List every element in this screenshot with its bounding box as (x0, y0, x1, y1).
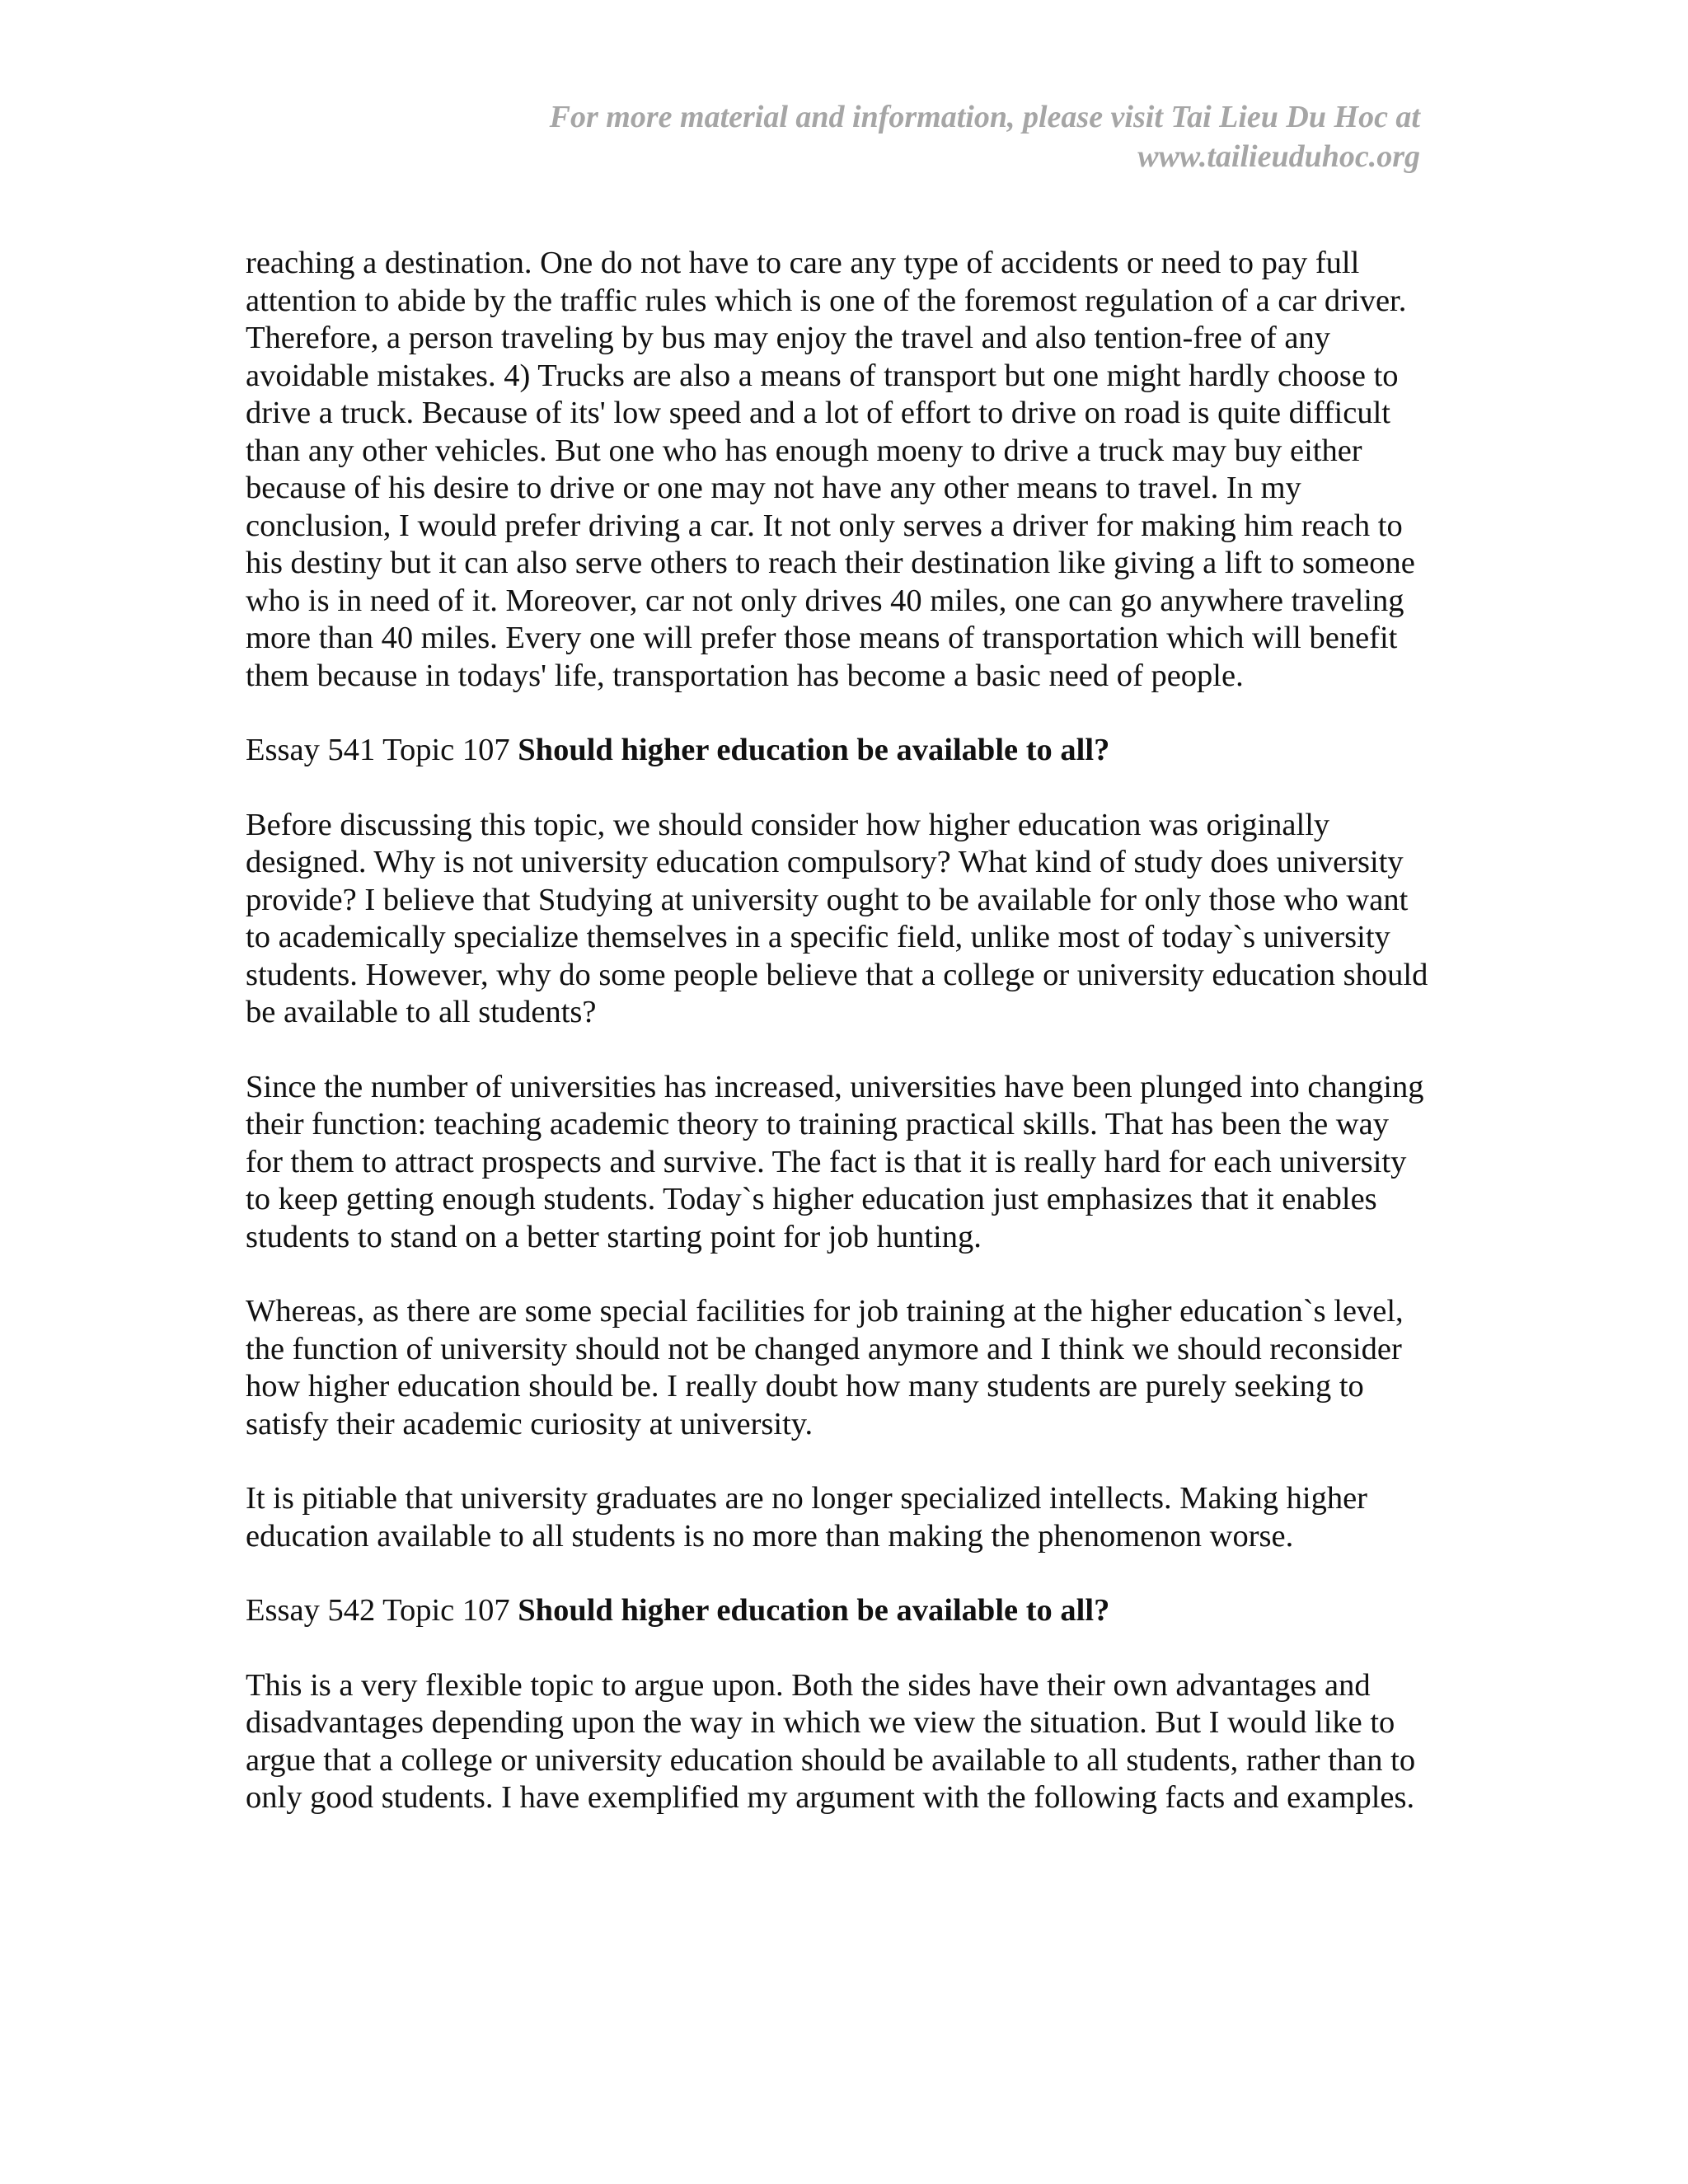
essay-542-heading (246, 1592, 1432, 1630)
header-watermark-note (266, 97, 1420, 176)
essay-541-title: Should higher education be available to all? (518, 733, 1110, 767)
header-line-1: For more material and information, please visit Tai Lieu Du Hoc at (549, 100, 1420, 134)
essay-542-label: Essay 542 Topic 107 (246, 1593, 518, 1628)
essay-541-paragraph-1: Before discussing this topic, we should consider how higher education was originally designed. Why is not university education compulsory? What kind of study does university provide? I believe that Studying at university ought to be available for only those who want to academically specialize themselves in a specific field, unlike most of today`s university students. However, why do some people believe that a college or university education should be available to all students? (246, 807, 1428, 1029)
header-line-2: www.tailieuduhoc.org (1137, 139, 1420, 174)
essay-541-paragraph-3: Whereas, as there are some special facilities for job training at the higher education`s level, the function of university should not be changed anymore and I think we should reconsider how higher education should be. I really doubt how many students are purely seeking to satisfy their academic curiosity at university. (246, 1294, 1404, 1441)
essay-541-paragraph-2: Since the number of universities has increased, universities have been plunged into changing their function: teaching academic theory to training practical skills. That has been the way for them to attract prospects and survive. The fact is that it is really hard for each university to keep getting enough students. Today`s higher education just emphasizes that it enables students to stand on a better starting point for job hunting. (246, 1069, 1424, 1254)
essay-542-title: Should higher education be available to all? (518, 1593, 1110, 1628)
essay-541-label: Essay 541 Topic 107 (246, 733, 518, 767)
document-body (246, 245, 1432, 1854)
essay-541-heading (246, 732, 1432, 770)
essay-541-paragraph-4: It is pitiable that university graduates are no longer specialized intellects. Making higher education available to all students is no more than making the phenomenon worse. (246, 1481, 1367, 1554)
essay-542-paragraph-1: This is a very flexible topic to argue upon. Both the sides have their own advantages and disadvantages depending upon the way in which we view the situation. But I would like to argue that a college or university education should be available to all students, rather than to only good students. I have exemplified my argument with the following facts and examples. (246, 1667, 1416, 1815)
continued-paragraph: reaching a destination. One do not have to care any type of accidents or need to pay full attention to abide by the traffic rules which is one of the foremost regulation of a car driver. Therefore, a person traveling by bus may enjoy the travel and also tention-free of any avoidable mistakes. 4) Trucks are also a means of transport but one might hardly choose to drive a truck. Because of its' low speed and a lot of effort to drive on road is quite difficult than any other vehicles. But one who has enough moeny to drive a truck may buy either because of his desire to drive or one may not have any other means to travel. In my conclusion, I would prefer driving a car. It not only serves a driver for making him reach to his destiny but it can also serve others to reach their destination like giving a lift to someone who is in need of it. Moreover, car not only drives 40 miles, one can go anywhere traveling more than 40 miles. Every one will prefer those means of transportation which will benefit them because in todays' life, transportation has become a basic need of people. (246, 246, 1415, 693)
